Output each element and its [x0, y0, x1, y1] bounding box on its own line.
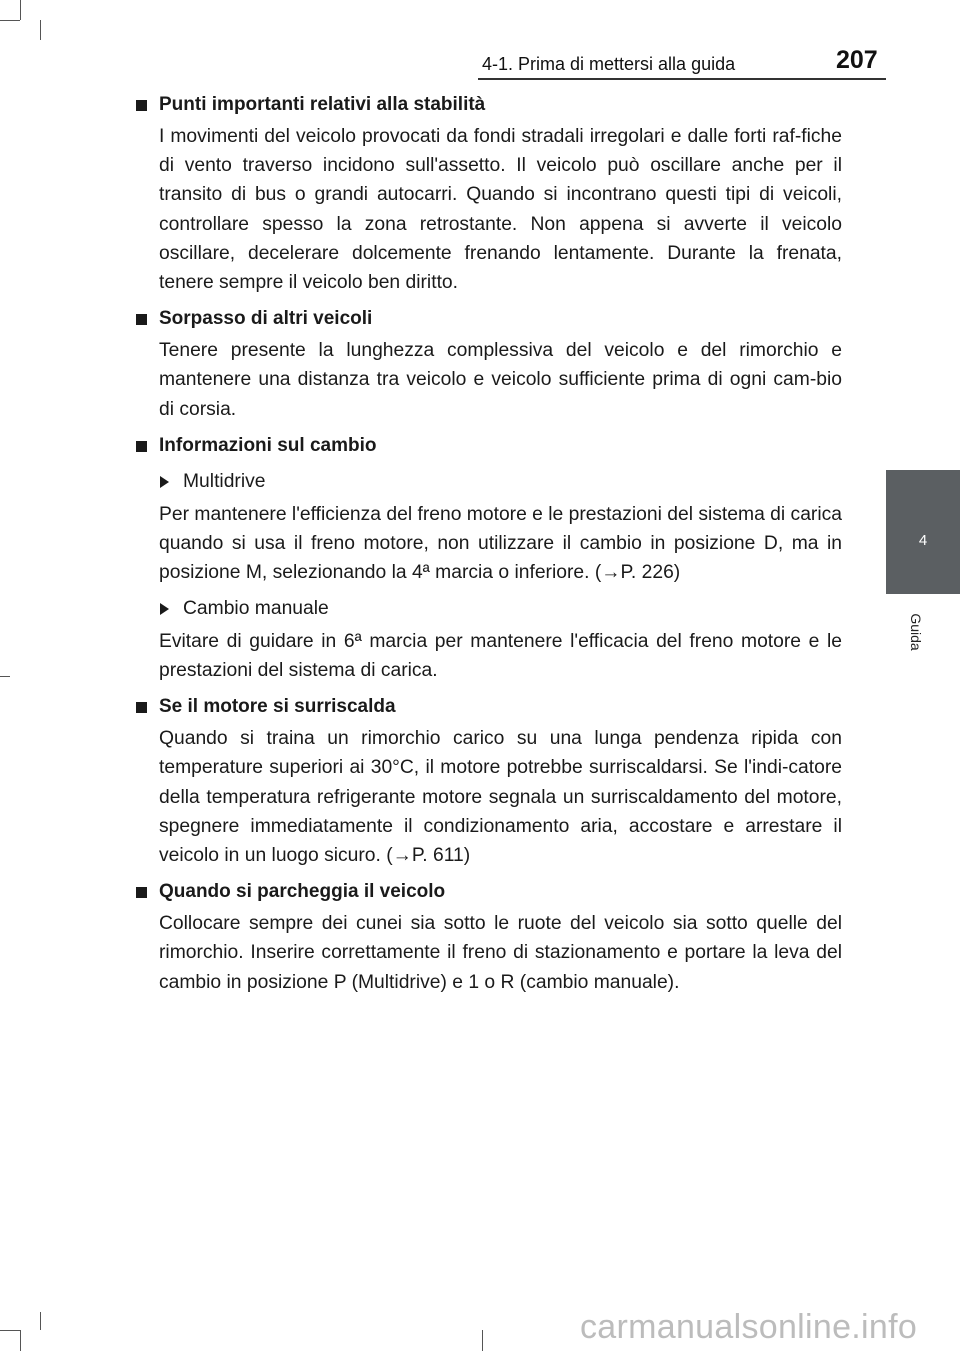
- section-stability: [132, 90, 842, 297]
- page-number: 207: [836, 46, 878, 74]
- section-transmission: [132, 431, 842, 685]
- paragraph: Collocare sempre dei cunei sia sotto le ruote del veicolo sia sotto quelle del rimorchio. Inserire correttamente il freno di stazionamento e portare la leva del cambio in posizione P (Multidrive) e 1 o R (cambio manuale).: [159, 913, 842, 993]
- paragraph: Tenere presente la lunghezza complessiva del veicolo e del rimorchio e mantenere una distanza tra veicolo e veicolo sufficiente prima di ogni cam-bio di corsia.: [159, 340, 842, 420]
- section-parking: [132, 877, 842, 997]
- section-title: 4-1. Prima di mettersi alla guida: [482, 54, 736, 74]
- sub-bullet: Multidrive: [132, 467, 842, 496]
- paragraph: Per mantenere l'efficienza del freno motore e le prestazioni del sistema di carica quando si usa il freno motore, non utilizzare il cambio in posizione D, ma in posizione M, selezionando la 4ª marcia o inferiore. (→P. 226): [159, 504, 842, 584]
- section-overheating: [132, 692, 842, 870]
- section-heading: Quando si parcheggia il veicolo: [132, 877, 842, 907]
- crop-mark: [40, 1312, 41, 1330]
- triangle-bullet-icon: [160, 603, 169, 615]
- square-bullet-icon: [136, 702, 147, 713]
- paragraph: Evitare di guidare in 6ª marcia per mantenere l'efficacia del freno motore e le prestazioni del sistema di carica.: [159, 630, 842, 682]
- triangle-bullet-icon: [160, 476, 169, 488]
- watermark: carmanualsonline.info: [580, 1308, 918, 1346]
- page-header: [0, 40, 960, 80]
- square-bullet-icon: [136, 441, 147, 452]
- sub-bullet: Cambio manuale: [132, 594, 842, 623]
- crop-mark: [20, 1330, 21, 1351]
- section-heading: Se il motore si surriscalda: [132, 692, 842, 722]
- crop-mark: [0, 20, 20, 21]
- chapter-label: [900, 602, 924, 662]
- section-heading: Informazioni sul cambio: [132, 431, 842, 461]
- paragraph: Quando si traina un rimorchio carico su una lunga pendenza ripida con temperature superiori ai 30°C, il motore potrebbe surriscaldarsi. Se l'indi-catore della temperatura refrigerante motore segnala un surriscaldamento del motore, spegnere immediatamente il condizionamento aria, accostare e arrestare il veicolo in un luogo sicuro. (→P. 611): [159, 728, 842, 867]
- crop-mark: [482, 1330, 483, 1351]
- section-heading: Sorpasso di altri veicoli: [132, 304, 842, 334]
- paragraph: I movimenti del veicolo provocati da fondi stradali irregolari e dalle forti raf-fiche di vento traverso incidono sull'assetto. Il veicolo può oscillare anche per il transito di bus o grandi autocarri. Quando si incontrano questi tipi di veicoli, controllare spesso la zona retrostante. Non appena si avverte il veicolo oscillare, decelerare dolcemente frenando lentamente. Durante la frenata, tenere sempre il veicolo ben diritto.: [159, 126, 842, 294]
- chapter-number: 4: [918, 532, 928, 549]
- header-divider: [478, 78, 886, 80]
- section-overtaking: [132, 304, 842, 424]
- square-bullet-icon: [136, 887, 147, 898]
- crop-mark: [20, 0, 21, 20]
- crop-mark: [40, 20, 41, 40]
- section-heading: Punti importanti relativi alla stabilità: [132, 90, 842, 120]
- chapter-label-text: Guida: [908, 613, 924, 651]
- square-bullet-icon: [136, 314, 147, 325]
- page-content: [132, 90, 842, 1004]
- crop-mark: [0, 1330, 20, 1331]
- chapter-tab: [886, 470, 960, 594]
- crop-mark: [0, 676, 10, 677]
- square-bullet-icon: [136, 100, 147, 111]
